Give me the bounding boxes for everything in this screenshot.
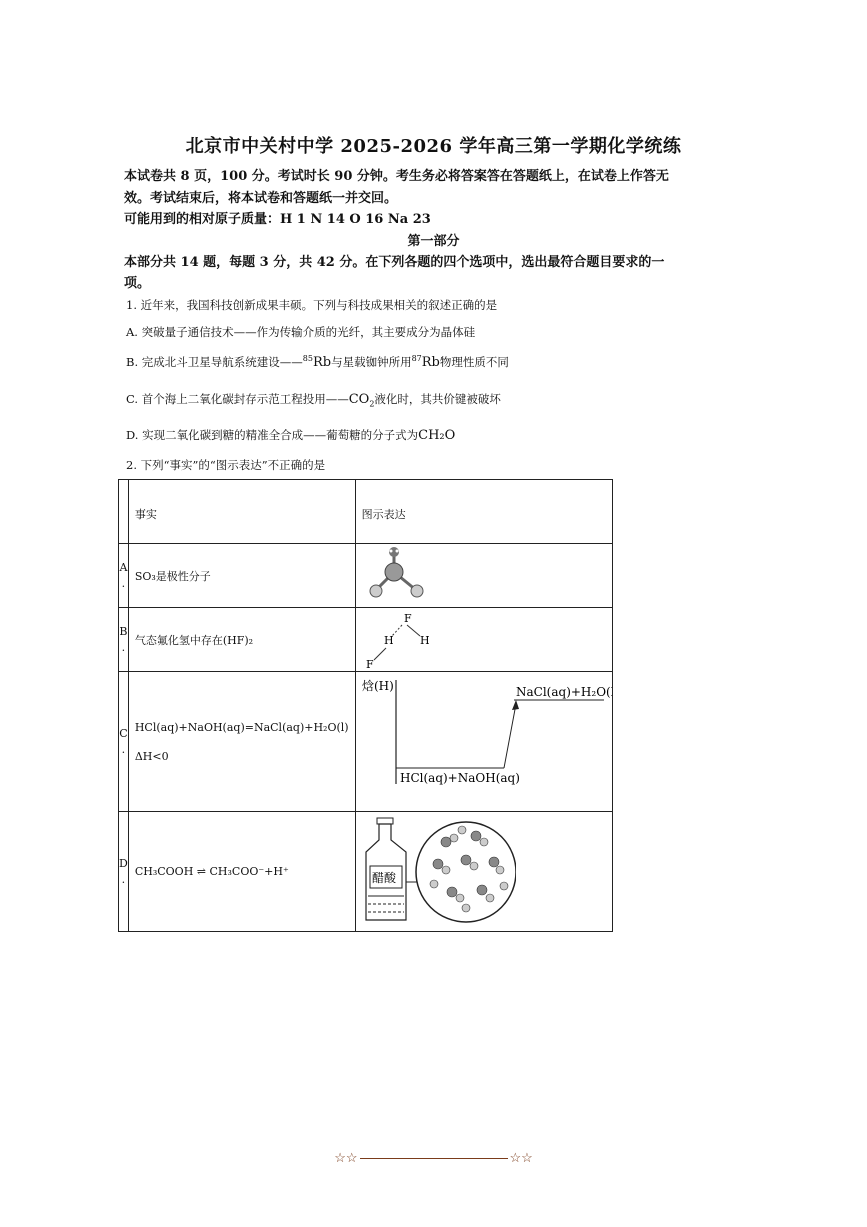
rb87-mass: 87 — [411, 354, 422, 364]
intro-line-1: 本试卷共 8 页，100 分。考试时长 90 分钟。考生务必将答案答在答题纸上，在试卷上作答无 — [124, 169, 669, 184]
section-instructions-1: 本部分共 14 题，每题 3 分，共 42 分。在下列各题的四个选项中，选出最符合题目要求的一 — [124, 255, 665, 270]
row-d-fact: CH₃COOH ⇌ CH₃COO⁻+H⁺ — [128, 812, 355, 932]
acetic-acid-diagram — [356, 812, 516, 928]
bottle-cap — [377, 818, 393, 824]
q1-option-b-post: 物理性质不同 — [439, 355, 509, 369]
co2-subscript: 2 — [369, 399, 375, 409]
footer-rule — [360, 1158, 508, 1159]
header-empty-cell — [119, 480, 129, 544]
enthalpy-axis-label: 焓(H) — [361, 679, 394, 693]
q1-option-c-pre: C. 首个海上二氧化碳封存示范工程投用—— — [126, 392, 349, 406]
row-a-diagram — [355, 544, 612, 608]
q1-option-b — [126, 354, 509, 370]
q1-option-c-post: 液化时，其共价键被破坏 — [374, 392, 501, 406]
row-c-fact — [128, 672, 355, 812]
row-b-label: B . — [119, 608, 129, 672]
q1-option-a: A. 突破量子通信技术——作为传输介质的光纤，其主要成分为晶体硅 — [126, 325, 476, 339]
rb85-symbol: Rb — [312, 355, 332, 370]
oxygen-atom-left — [370, 585, 382, 597]
bottle-label-text: 醋酸 — [371, 871, 396, 885]
row-a-label: A . — [119, 544, 129, 608]
section-instructions-2: 项。 — [124, 276, 151, 291]
hf-dimer-diagram — [362, 608, 452, 668]
row-c-delta-h: ΔH<0 — [134, 749, 169, 763]
so3-ball-stick-model — [362, 544, 432, 604]
q2-header-row — [119, 480, 613, 544]
rb87-symbol: Rb — [421, 355, 440, 370]
q2-stem: 2. 下列“事实”的“图示表达”不正确的是 — [126, 458, 326, 472]
q2-row-a — [119, 544, 613, 608]
row-a-fact: SO₃是极性分子 — [128, 544, 355, 608]
rb85-mass: 85 — [302, 354, 313, 364]
intro-line-2: 效。考试结束后，将本试卷和答题纸一并交回。 — [124, 191, 398, 206]
page-footer — [0, 1151, 867, 1166]
row-d-diagram — [355, 812, 612, 932]
row-c-diagram — [355, 672, 612, 812]
q1-option-c — [126, 391, 501, 408]
row-b-fact: 气态氟化氢中存在(HF)₂ — [128, 608, 355, 672]
glucose-formula: CH₂O — [418, 428, 456, 443]
product-label: NaCl(aq)+H₂O(l) — [515, 685, 612, 699]
row-c-label: C . — [119, 672, 129, 812]
q2-row-d — [119, 812, 613, 932]
row-b-diagram — [355, 608, 612, 672]
q1-stem: 1. 近年来，我国科技创新成果丰硕。下列与科技成果相关的叙述正确的是 — [126, 298, 498, 312]
sulfur-atom — [385, 563, 403, 581]
dimer-h-left: H — [383, 634, 394, 647]
oxygen-atom-right — [411, 585, 423, 597]
header-diagram: 图示表达 — [355, 480, 612, 544]
co2-formula: CO — [348, 392, 370, 407]
row-d-label: D . — [119, 812, 129, 932]
q2-row-b — [119, 608, 613, 672]
q1-option-b-pre: B. 完成北斗卫星导航系统建设—— — [126, 355, 303, 369]
reactant-label: HCl(aq)+NaOH(aq) — [399, 771, 520, 785]
dimer-h-right: H — [419, 634, 430, 647]
q2-table — [118, 479, 613, 932]
section-title: 第一部分 — [407, 234, 460, 249]
dimer-f-bottom: F — [365, 658, 374, 668]
atomic-masses: 可能用到的相对原子质量：H 1 N 14 O 16 Na 23 — [124, 212, 431, 227]
page-title: 北京市中关村中学 2025-2026 学年高三第一学期化学统练 — [185, 136, 682, 157]
footer-stars-left: ☆☆ — [334, 1151, 358, 1166]
q1-option-b-mid: 与星载铷钟所用 — [331, 355, 412, 369]
q2-row-c — [119, 672, 613, 812]
footer-stars-right: ☆☆ — [509, 1151, 533, 1166]
row-c-equation: HCl(aq)+NaOH(aq)=NaCl(aq)+H₂O(l) — [134, 720, 349, 734]
q1-option-d — [126, 427, 455, 443]
dimer-f-top: F — [403, 612, 412, 625]
header-fact: 事实 — [128, 480, 355, 544]
q1-option-d-pre: D. 实现二氧化碳到糖的精准全合成——葡萄糖的分子式为 — [126, 428, 419, 442]
enthalpy-diagram — [356, 672, 612, 808]
reaction-arrow — [504, 704, 516, 768]
